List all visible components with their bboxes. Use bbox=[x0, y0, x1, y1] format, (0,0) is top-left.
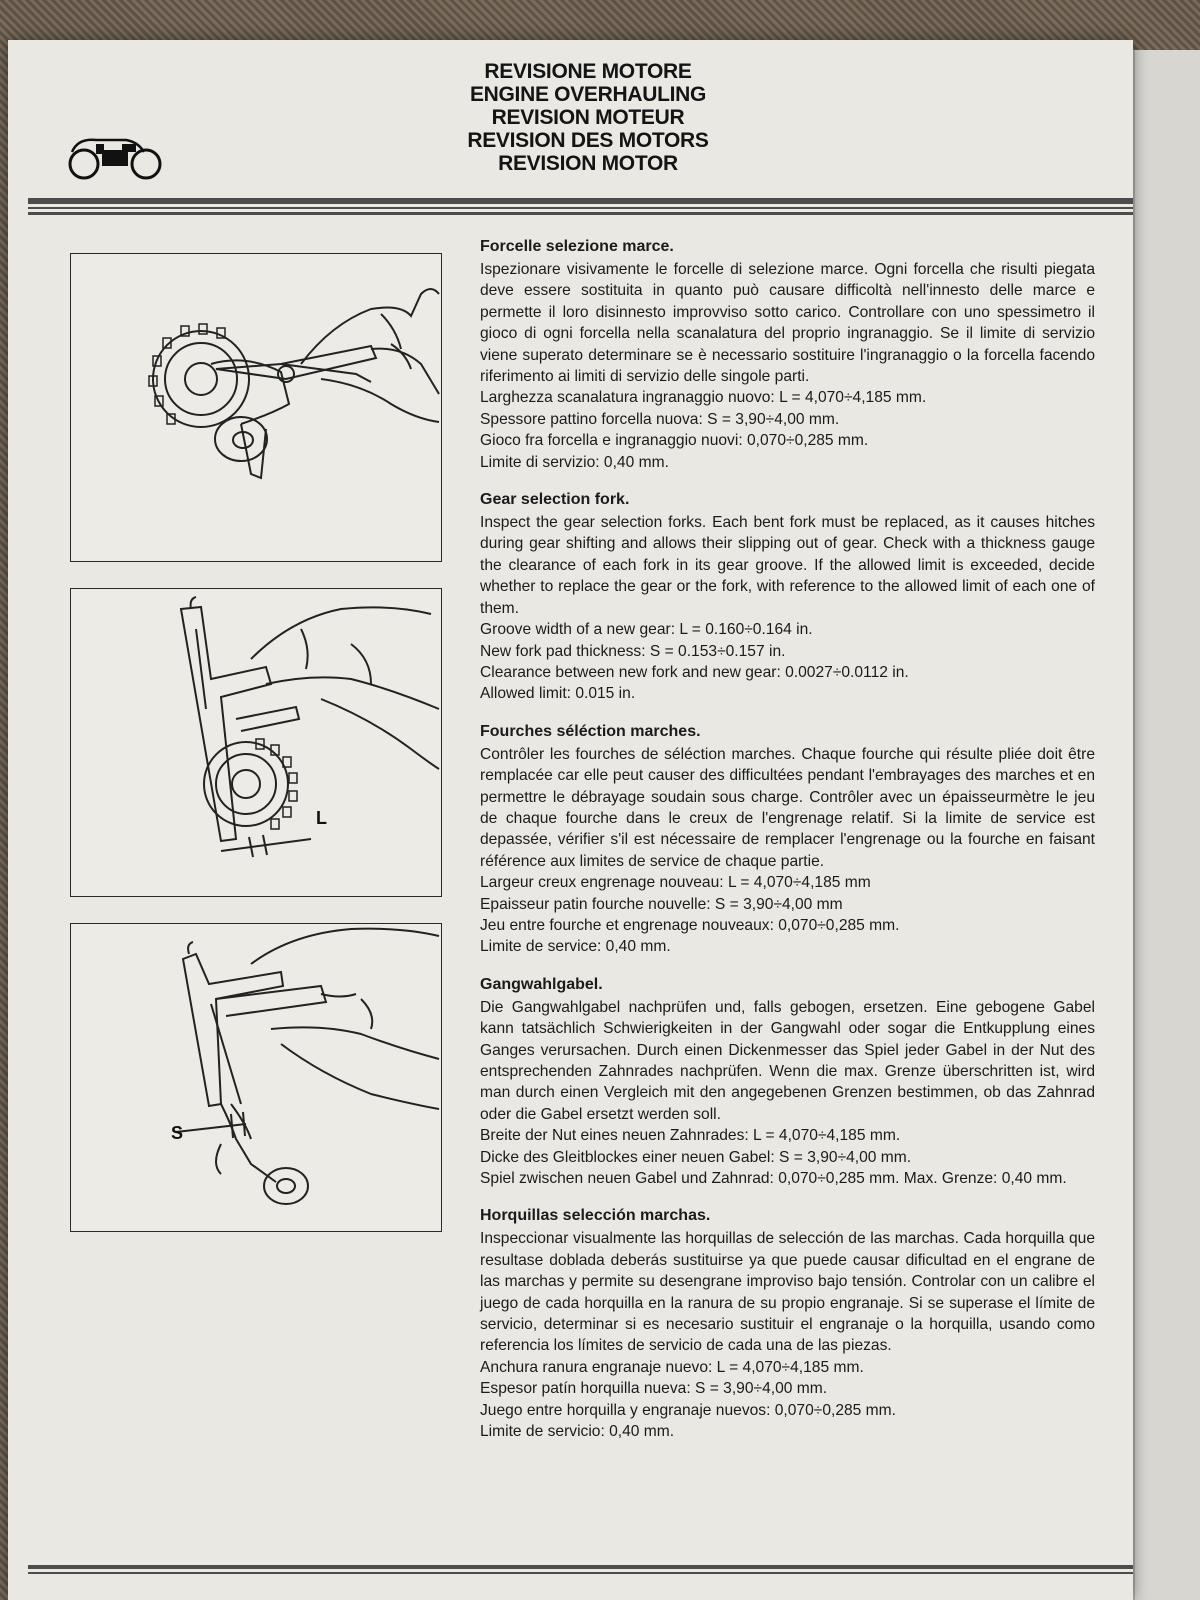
spec-line: Largeur creux engrenage nouveau: L = 4,070÷4,185 mm bbox=[480, 874, 871, 892]
spec-line: Clearance between new fork and new gear: 0.0027÷0.0112 in. bbox=[480, 663, 909, 681]
spec-line: Spiel zwischen neuen Gabel und Zahnrad: 0,070÷0,285 mm. Max. Grenze: 0,40 mm. bbox=[480, 1170, 1067, 1188]
section-body-spanish: Inspeccionar visualmente las horquillas de selección de las marchas. Cada horquilla que resultase doblada deberás sustituirse ya que puede causar dificultad en el engrane de las marchas y permite su desengrane improviso bajo tensión. Controlar con un calibre el juego de cada horquilla en la ranura de su propio engranaje. Si se superase el límite de servicio, determinar si es necesario sustituir el engranaje o la horquilla, usando como referencia los límites de servicio de cada una de las piezas. bbox=[480, 1230, 1095, 1355]
pad-thickness-illustration bbox=[71, 924, 441, 1231]
footer-rule-thick bbox=[28, 1565, 1133, 1569]
spec-line: Anchura ranura engranaje nuevo: L = 4,070÷4,185 mm. bbox=[480, 1358, 864, 1376]
section-body-german: Die Gangwahlgabel nachprüfen und, falls gebogen, ersetzen. Eine gebogene Gabel kann tatsächlich Schwierigkeiten in der Gangwahl oder sogar die Entkupplung eines Ganges verursachen. Durch einen Dickenmesser das Spiel jeder Gabel in der Nut des entsprechenden Zahnrades nachprüfen. Wenn die max. Grenze überschritten ist, wird man durch einen Vergleich mit den angegebenen Grenzen bestimmen, ob das Zahnrad oder die Gabel ersetzt werden soll. bbox=[480, 998, 1095, 1123]
spec-line: Juego entre horquilla y engranaje nuevos: 0,070÷0,285 mm. bbox=[480, 1401, 896, 1419]
header-title-en: ENGINE OVERHAULING bbox=[469, 83, 707, 106]
section-title-italian: Forcelle selezione marce. bbox=[480, 238, 674, 255]
header-title-de: REVISION DES MOTORS bbox=[467, 129, 709, 152]
motorcycle-icon bbox=[66, 130, 166, 182]
section-body-italian: Ispezionare visivamente le forcelle di selezione marce. Ogni forcella che risulti piegata deve essere sostituita in quanto può causare difficoltà nell'innesto delle marce e permette il loro disinnesto improvviso sotto carico. Controllare con uno spessimetro il gioco di ogni forcella nella scanalatura del proprio ingranaggio. Se il limite di servizio viene superato determinare se è necessario sostituire l'ingranaggio o la forcella facendo riferimento ai limiti di servizio delle singole parti. bbox=[480, 261, 1095, 386]
section-french bbox=[480, 721, 1095, 958]
header-title-it: REVISIONE MOTORE bbox=[484, 60, 692, 83]
spec-line: Groove width of a new gear: L = 0.160÷0.164 in. bbox=[480, 621, 813, 639]
dimension-label-l: L bbox=[316, 808, 327, 828]
page-header bbox=[388, 60, 788, 175]
footer-rule-thin bbox=[28, 1572, 1133, 1574]
header-title-fr: REVISION MOTEUR bbox=[491, 106, 685, 129]
spec-line: New fork pad thickness: S = 0.153÷0.157 in. bbox=[480, 642, 786, 660]
header-rule-thin bbox=[28, 207, 1133, 209]
section-body-french: Contrôler les fourches de séléction marches. Chaque fourche qui résulte pliée doit être remplacée car elle peut causer des difficultées pendant l'embrayages des marches et en permettre le débrayage soudain sous charge. Contrôler avec un épaisseurmètre le jeu de chaque fourche dans le creux de l'engrenage relatif. Si la limite de service est depassée, vérifier s'il est nécessaire de remplacer l'engrenage ou la fourche en faisant référence aux limites de service de chaque partie. bbox=[480, 745, 1095, 870]
text-column bbox=[480, 236, 1095, 1459]
section-spanish bbox=[480, 1205, 1095, 1442]
spec-line: Espesor patín horquilla nueva: S = 3,90÷4,00 mm. bbox=[480, 1380, 828, 1398]
section-body-english: Inspect the gear selection forks. Each bent fork must be replaced, as it causes hitches during gear shifting and allows their slipping out of gear. Check with a thickness gauge the clearance of each fork in its gear groove. If the allowed limit is exceeded, decide whether to replace the gear or the fork, with reference to the allowed limit of each one of them. bbox=[480, 514, 1095, 617]
spec-line: Limite de service: 0,40 mm. bbox=[480, 938, 671, 956]
figure-pad-thickness bbox=[70, 923, 442, 1232]
figure-feeler-gauge bbox=[70, 253, 442, 562]
spec-line: Limite de servicio: 0,40 mm. bbox=[480, 1423, 675, 1441]
spec-line: Jeu entre fourche et engrenage nouveaux: 0,070÷0,285 mm. bbox=[480, 916, 900, 934]
spec-line: Allowed limit: 0.015 in. bbox=[480, 685, 636, 703]
section-italian bbox=[480, 236, 1095, 473]
spec-line: Larghezza scanalatura ingranaggio nuovo: L = 4,070÷4,185 mm. bbox=[480, 389, 927, 407]
section-title-english: Gear selection fork. bbox=[480, 491, 630, 509]
header-rule-thick bbox=[28, 198, 1133, 204]
spec-line: Epaisseur patin fourche nouvelle: S = 3,90÷4,00 mm bbox=[480, 895, 843, 913]
spec-line: Gioco fra forcella e ingranaggio nuovi: 0,070÷0,285 mm. bbox=[480, 432, 869, 450]
spec-line: Breite der Nut eines neuen Zahnrades: L = 4,070÷4,185 mm. bbox=[480, 1127, 901, 1145]
section-german bbox=[480, 974, 1095, 1190]
section-title-german: Gangwahlgabel. bbox=[480, 975, 603, 993]
manual-page bbox=[8, 40, 1133, 1600]
section-title-spanish: Horquillas selección marchas. bbox=[480, 1207, 711, 1225]
section-english bbox=[480, 489, 1095, 705]
spec-line: Limite di servizio: 0,40 mm. bbox=[480, 453, 669, 471]
header-rule-bottom bbox=[28, 212, 1133, 215]
header-title-es: REVISION MOTOR bbox=[498, 152, 678, 175]
groove-width-illustration bbox=[71, 589, 441, 896]
next-page-edge bbox=[1133, 50, 1200, 1600]
spec-line: Dicke des Gleitblockes einer neuen Gabel: S = 3,90÷4,00 mm. bbox=[480, 1148, 912, 1166]
figure-groove-width bbox=[70, 588, 442, 897]
spec-line: Spessore pattino forcella nuova: S = 3,90÷4,00 mm. bbox=[480, 410, 840, 428]
dimension-label-s: S bbox=[171, 1123, 184, 1143]
feeler-gauge-illustration bbox=[71, 254, 441, 561]
section-title-french: Fourches séléction marches. bbox=[480, 722, 701, 740]
